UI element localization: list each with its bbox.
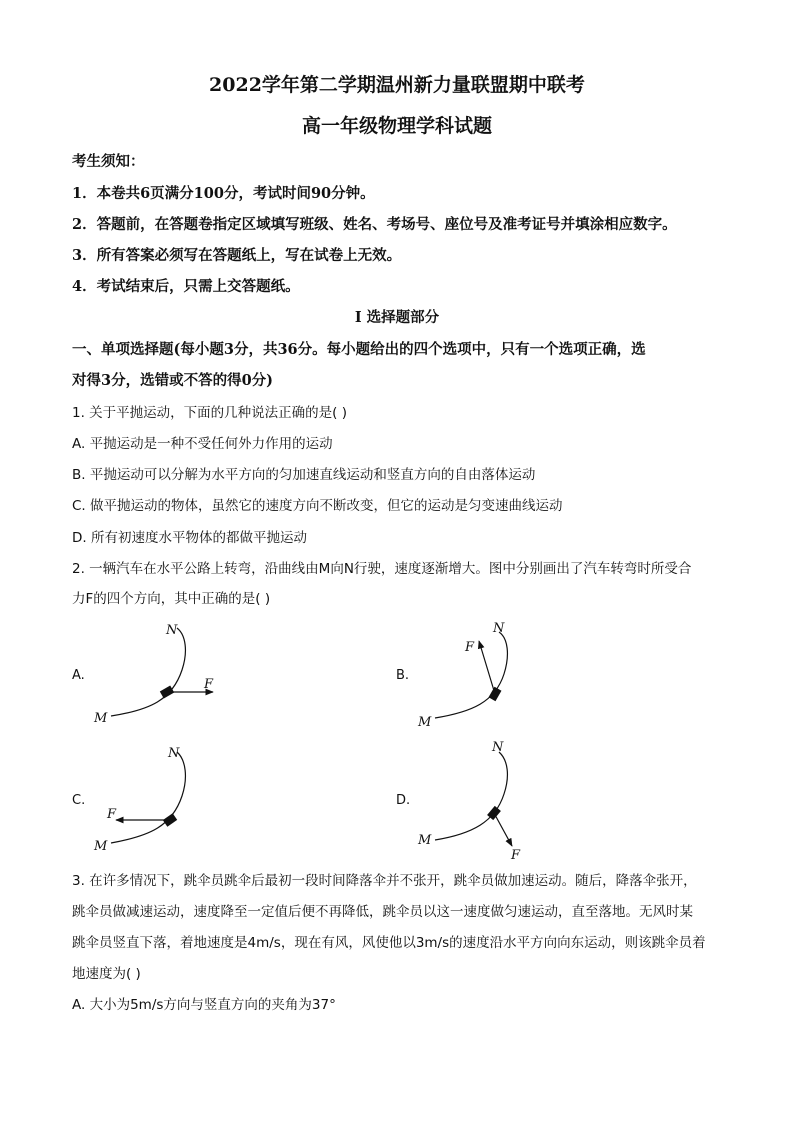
figure-d-curve [435,752,507,840]
figure-b-force-arrow [479,641,495,694]
q3-option-a: A. 大小为5m/s方向与竖直方向的夹角为37° [72,997,336,1013]
q1-option-d: D. 所有初速度水平物体的都做平抛运动 [72,530,307,546]
figure-b-label: B. [396,668,410,683]
section-instructions-line2: 对得3分，选错或不答的得0分) [72,372,274,389]
exam-title: 2022学年第二学期温州新力量联盟期中联考 [209,74,585,96]
figure-a-curve [111,628,185,716]
figure-c-n-label: N [168,746,180,761]
figure-d-f-label: F [511,848,521,863]
figure-c [72,746,185,854]
exam-subtitle: 高一年级物理学科试题 [301,115,492,137]
figure-b-f-label: F [465,640,475,655]
figure-a-label: A. [72,668,85,683]
notice-item-1: 1．本卷共6页满分100分，考试时间90分钟。 [72,185,375,202]
figure-c-f-label: F [107,807,117,822]
notice-heading: 考生须知： [72,153,145,170]
q3-stem-line2: 跳伞员做减速运动，速度降至一定值后便不再降低，跳伞员以这一速度做匀速运动，直至落地。无风时某 [72,904,693,920]
figure-a-f-label: F [204,677,214,692]
figure-d-n-label: N [492,740,504,755]
notice-item-3: 3．所有答案必须写在答题纸上，写在试卷上无效。 [72,247,402,264]
figure-b-n-label: N [493,621,505,636]
figure-c-label: C. [72,793,86,808]
figure-d-label: D. [396,793,411,808]
notice-item-4: 4．考试结束后，只需上交答题纸。 [72,278,300,295]
figure-b-m-label: M [418,715,432,730]
q2-stem-line2: 力F的四个方向，其中正确的是( ) [72,591,271,607]
figure-a-n-label: N [166,623,178,638]
notice-item-2: 2．答题前，在答题卷指定区域填写班级、姓名、考场号、座位号及准考证号并填涂相应数字。 [72,216,677,233]
figure-c-curve [111,752,185,843]
part-title: Ⅰ 选择题部分 [354,309,440,326]
figure-a-m-label: M [94,711,108,726]
q1-stem: 1. 关于平抛运动，下面的几种说法正确的是( ) [72,405,347,421]
q1-option-b: B. 平抛运动可以分解为水平方向的匀加速直线运动和竖直方向的自由落体运动 [72,467,536,483]
q2-stem-line1: 2. 一辆汽车在水平公路上转弯，沿曲线由M向N行驶，速度逐渐增大。图中分别画出了汽车转弯时所受合 [72,561,692,577]
q1-option-a: A. 平抛运动是一种不受任何外力作用的运动 [72,436,333,452]
figure-d-m-label: M [418,833,432,848]
q1-option-c: C. 做平抛运动的物体，虽然它的速度方向不断改变，但它的运动是匀变速曲线运动 [72,498,563,514]
q3-stem-line4: 地速度为( ) [72,966,141,982]
figure-b [396,621,507,730]
figure-c-m-label: M [94,839,108,854]
figure-d-force-arrow [494,813,512,846]
q3-stem-line1: 3. 在许多情况下，跳伞员跳伞后最初一段时间降落伞并不张开，跳伞员做加速运动。随后，降落伞张开， [72,873,697,889]
figure-d [396,740,521,863]
q3-stem-line3: 跳伞员竖直下落，着地速度是4m/s，现在有风，风使他以3m/s的速度沿水平方向向东运动，则该跳伞员着 [72,935,706,951]
figure-a [72,623,214,726]
section-instructions-line1: 一、单项选择题(每小题3分，共36分。每小题给出的四个选项中，只有一个选项正确，选 [72,341,646,358]
